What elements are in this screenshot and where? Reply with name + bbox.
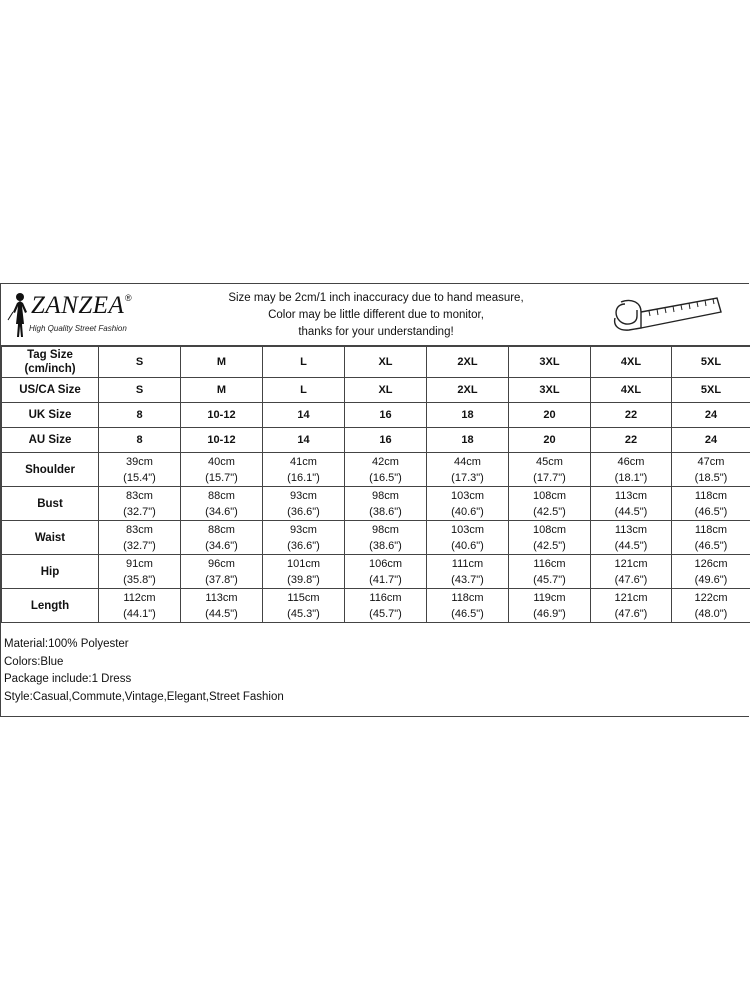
cm-value: 93cm [290,523,317,536]
table-cell [263,487,345,521]
inch-value: (36.6") [287,505,320,518]
table-cell [99,555,181,589]
table-cell [263,453,345,487]
table-cell [672,521,750,555]
table-cell: M [181,378,263,403]
table-cell [591,453,672,487]
table-cell: S [99,347,181,378]
cm-value: 83cm [126,489,153,502]
table-cell [509,521,591,555]
inch-value: (45.3") [287,607,320,620]
cm-value: 118cm [451,591,484,604]
cm-value: 119cm [533,591,566,604]
size-chart [0,283,749,717]
table-cell: 10-12 [181,428,263,453]
table-cell [672,453,750,487]
measuring-tape-icon [607,290,727,340]
inch-value: (32.7") [123,505,156,518]
cm-value: 91cm [126,557,153,570]
table-cell [181,453,263,487]
table-cell: 16 [345,403,427,428]
inch-value: (44.5") [614,505,648,518]
row-header: Tag Size (cm/inch) [2,347,99,378]
row-header: Shoulder [2,453,99,487]
inch-value: (38.6") [369,505,402,518]
cm-value: 108cm [532,523,567,536]
table-cell [345,453,427,487]
product-details [4,636,284,706]
inch-value: (41.7") [369,573,402,586]
size-row [2,428,750,453]
table-cell [591,589,672,623]
row-header: Length [2,589,99,623]
table-cell: 14 [263,428,345,453]
table-cell [263,521,345,555]
cm-value: 113cm [614,523,648,536]
table-cell: L [263,378,345,403]
table-cell [99,589,181,623]
brand-name: ZANZEA [31,292,125,319]
table-cell [181,555,263,589]
table-cell: S [99,378,181,403]
row-header: AU Size [2,428,99,453]
inch-value: (34.6") [205,539,238,552]
inch-value: (49.6") [694,573,728,586]
table-cell [345,589,427,623]
inch-value: (42.5") [533,539,566,552]
table-cell: 5XL [672,347,750,378]
table-cell [345,555,427,589]
inch-value: (35.8") [123,573,156,586]
table-cell [345,487,427,521]
cm-value: 116cm [533,557,566,570]
measurement-row [2,589,750,623]
inch-value: (16.1") [287,471,320,484]
cm-value: 47cm [697,455,725,468]
table-cell [672,589,750,623]
table-cell: L [263,347,345,378]
inch-value: (46.5") [451,607,484,620]
cm-value: 108cm [532,489,567,502]
size-row [2,378,750,403]
measurement-row [2,521,750,555]
row-header: Waist [2,521,99,555]
cm-value: 42cm [372,455,399,468]
inch-value: (46.9") [533,607,566,620]
inch-value: (40.6") [451,505,484,518]
inch-value: (39.8") [287,573,320,586]
table-cell: 16 [345,428,427,453]
cm-value: 45cm [536,455,563,468]
inch-value: (46.5") [694,505,728,518]
notice-line: thanks for your understanding! [298,326,454,338]
inch-value: (17.7") [533,471,566,484]
inch-value: (15.4") [123,471,156,484]
cm-value: 122cm [694,591,728,604]
inch-value: (45.7") [533,573,566,586]
table-cell: 5XL [672,378,750,403]
cm-value: 121cm [614,591,648,604]
row-header: Hip [2,555,99,589]
table-cell [591,521,672,555]
cm-value: 121cm [614,557,648,570]
table-cell: 24 [672,403,750,428]
cm-value: 98cm [372,523,399,536]
cm-value: 126cm [694,557,728,570]
inch-value: (36.6") [287,539,320,552]
inch-value: (45.7") [369,607,402,620]
measurement-row [2,487,750,521]
cm-value: 113cm [205,591,238,604]
cm-value: 103cm [450,489,485,502]
cm-value: 44cm [454,455,481,468]
cm-value: 96cm [208,557,235,570]
brand-logo [7,290,147,340]
cm-value: 111cm [451,557,484,570]
cm-value: 88cm [208,489,235,502]
table-cell [427,589,509,623]
row-header: UK Size [2,403,99,428]
table-cell [427,487,509,521]
table-cell: 3XL [509,347,591,378]
measurement-row [2,555,750,589]
inch-value: (44.5") [614,539,648,552]
cm-value: 115cm [287,591,320,604]
cm-value: 118cm [694,523,728,536]
measurement-row [2,453,750,487]
table-cell: 8 [99,403,181,428]
brand-tagline: High Quality Street Fashion [29,324,127,333]
table-cell: M [181,347,263,378]
table-cell [345,521,427,555]
chart-header [1,284,750,346]
inch-value: (47.6") [614,607,648,620]
table-cell [181,521,263,555]
inch-value: (44.1") [123,607,156,620]
inch-value: (32.7") [123,539,156,552]
table-cell [181,589,263,623]
inch-value: (37.8") [205,573,238,586]
detail-line: Colors:Blue [4,655,64,668]
size-table [1,346,750,623]
table-cell: 24 [672,428,750,453]
size-row [2,403,750,428]
table-cell: 3XL [509,378,591,403]
table-cell: 14 [263,403,345,428]
cm-value: 101cm [286,557,321,570]
table-cell [509,453,591,487]
cm-value: 93cm [290,489,317,502]
measurement-notice [151,290,601,341]
table-cell [181,487,263,521]
cm-value: 46cm [617,455,645,468]
cm-value: 112cm [123,591,156,604]
cm-value: 39cm [126,455,153,468]
table-cell: 4XL [591,347,672,378]
table-cell [427,555,509,589]
inch-value: (15.7") [205,471,238,484]
table-cell [427,521,509,555]
detail-line: Material:100% Polyester [4,638,129,650]
inch-value: (42.5") [533,505,566,518]
table-cell: XL [345,347,427,378]
cm-value: 88cm [208,523,235,536]
table-cell [672,487,750,521]
notice-line: Color may be little different due to monitor, [268,309,484,321]
table-cell [99,453,181,487]
inch-value: (34.6") [205,505,238,518]
table-cell [672,555,750,589]
table-cell: 22 [591,403,672,428]
table-cell [591,555,672,589]
cm-value: 41cm [290,455,317,468]
table-cell: 18 [427,428,509,453]
inch-value: (17.3") [451,471,484,484]
inch-value: (43.7") [451,573,484,586]
inch-value: (46.5") [694,539,728,552]
table-cell [427,453,509,487]
table-cell: 18 [427,403,509,428]
table-cell [509,555,591,589]
inch-value: (16.5") [369,471,402,484]
registered-mark: ® [125,293,132,303]
table-cell [99,487,181,521]
inch-value: (47.6") [614,573,648,586]
cm-value: 106cm [368,557,403,570]
table-cell: XL [345,378,427,403]
table-cell: 22 [591,428,672,453]
table-cell: 10-12 [181,403,263,428]
row-header: Bust [2,487,99,521]
cm-value: 98cm [372,489,399,502]
table-cell: 20 [509,428,591,453]
table-cell [263,555,345,589]
notice-line: Size may be 2cm/1 inch inaccuracy due to hand measure, [228,292,524,304]
cm-value: 83cm [126,523,153,536]
inch-value: (44.5") [205,607,238,620]
inch-value: (18.5") [694,471,728,484]
cm-value: 118cm [694,489,728,502]
table-cell [99,521,181,555]
table-cell [263,589,345,623]
detail-line: Package include:1 Dress [4,673,132,685]
table-cell: 4XL [591,378,672,403]
cm-value: 116cm [369,591,402,604]
tag-size-row [2,347,750,378]
table-cell: 20 [509,403,591,428]
cm-value: 103cm [450,523,485,536]
table-cell: 2XL [427,378,509,403]
row-header: US/CA Size [2,378,99,403]
detail-line: Style:Casual,Commute,Vintage,Elegant,Street Fashion [4,690,284,703]
table-cell: 8 [99,428,181,453]
cm-value: 113cm [614,489,648,502]
inch-value: (18.1") [614,471,648,484]
inch-value: (40.6") [451,539,484,552]
inch-value: (38.6") [369,539,402,552]
cm-value: 40cm [208,455,235,468]
inch-value: (48.0") [694,607,728,620]
table-cell [591,487,672,521]
table-cell [509,589,591,623]
table-cell [509,487,591,521]
table-cell: 2XL [427,347,509,378]
